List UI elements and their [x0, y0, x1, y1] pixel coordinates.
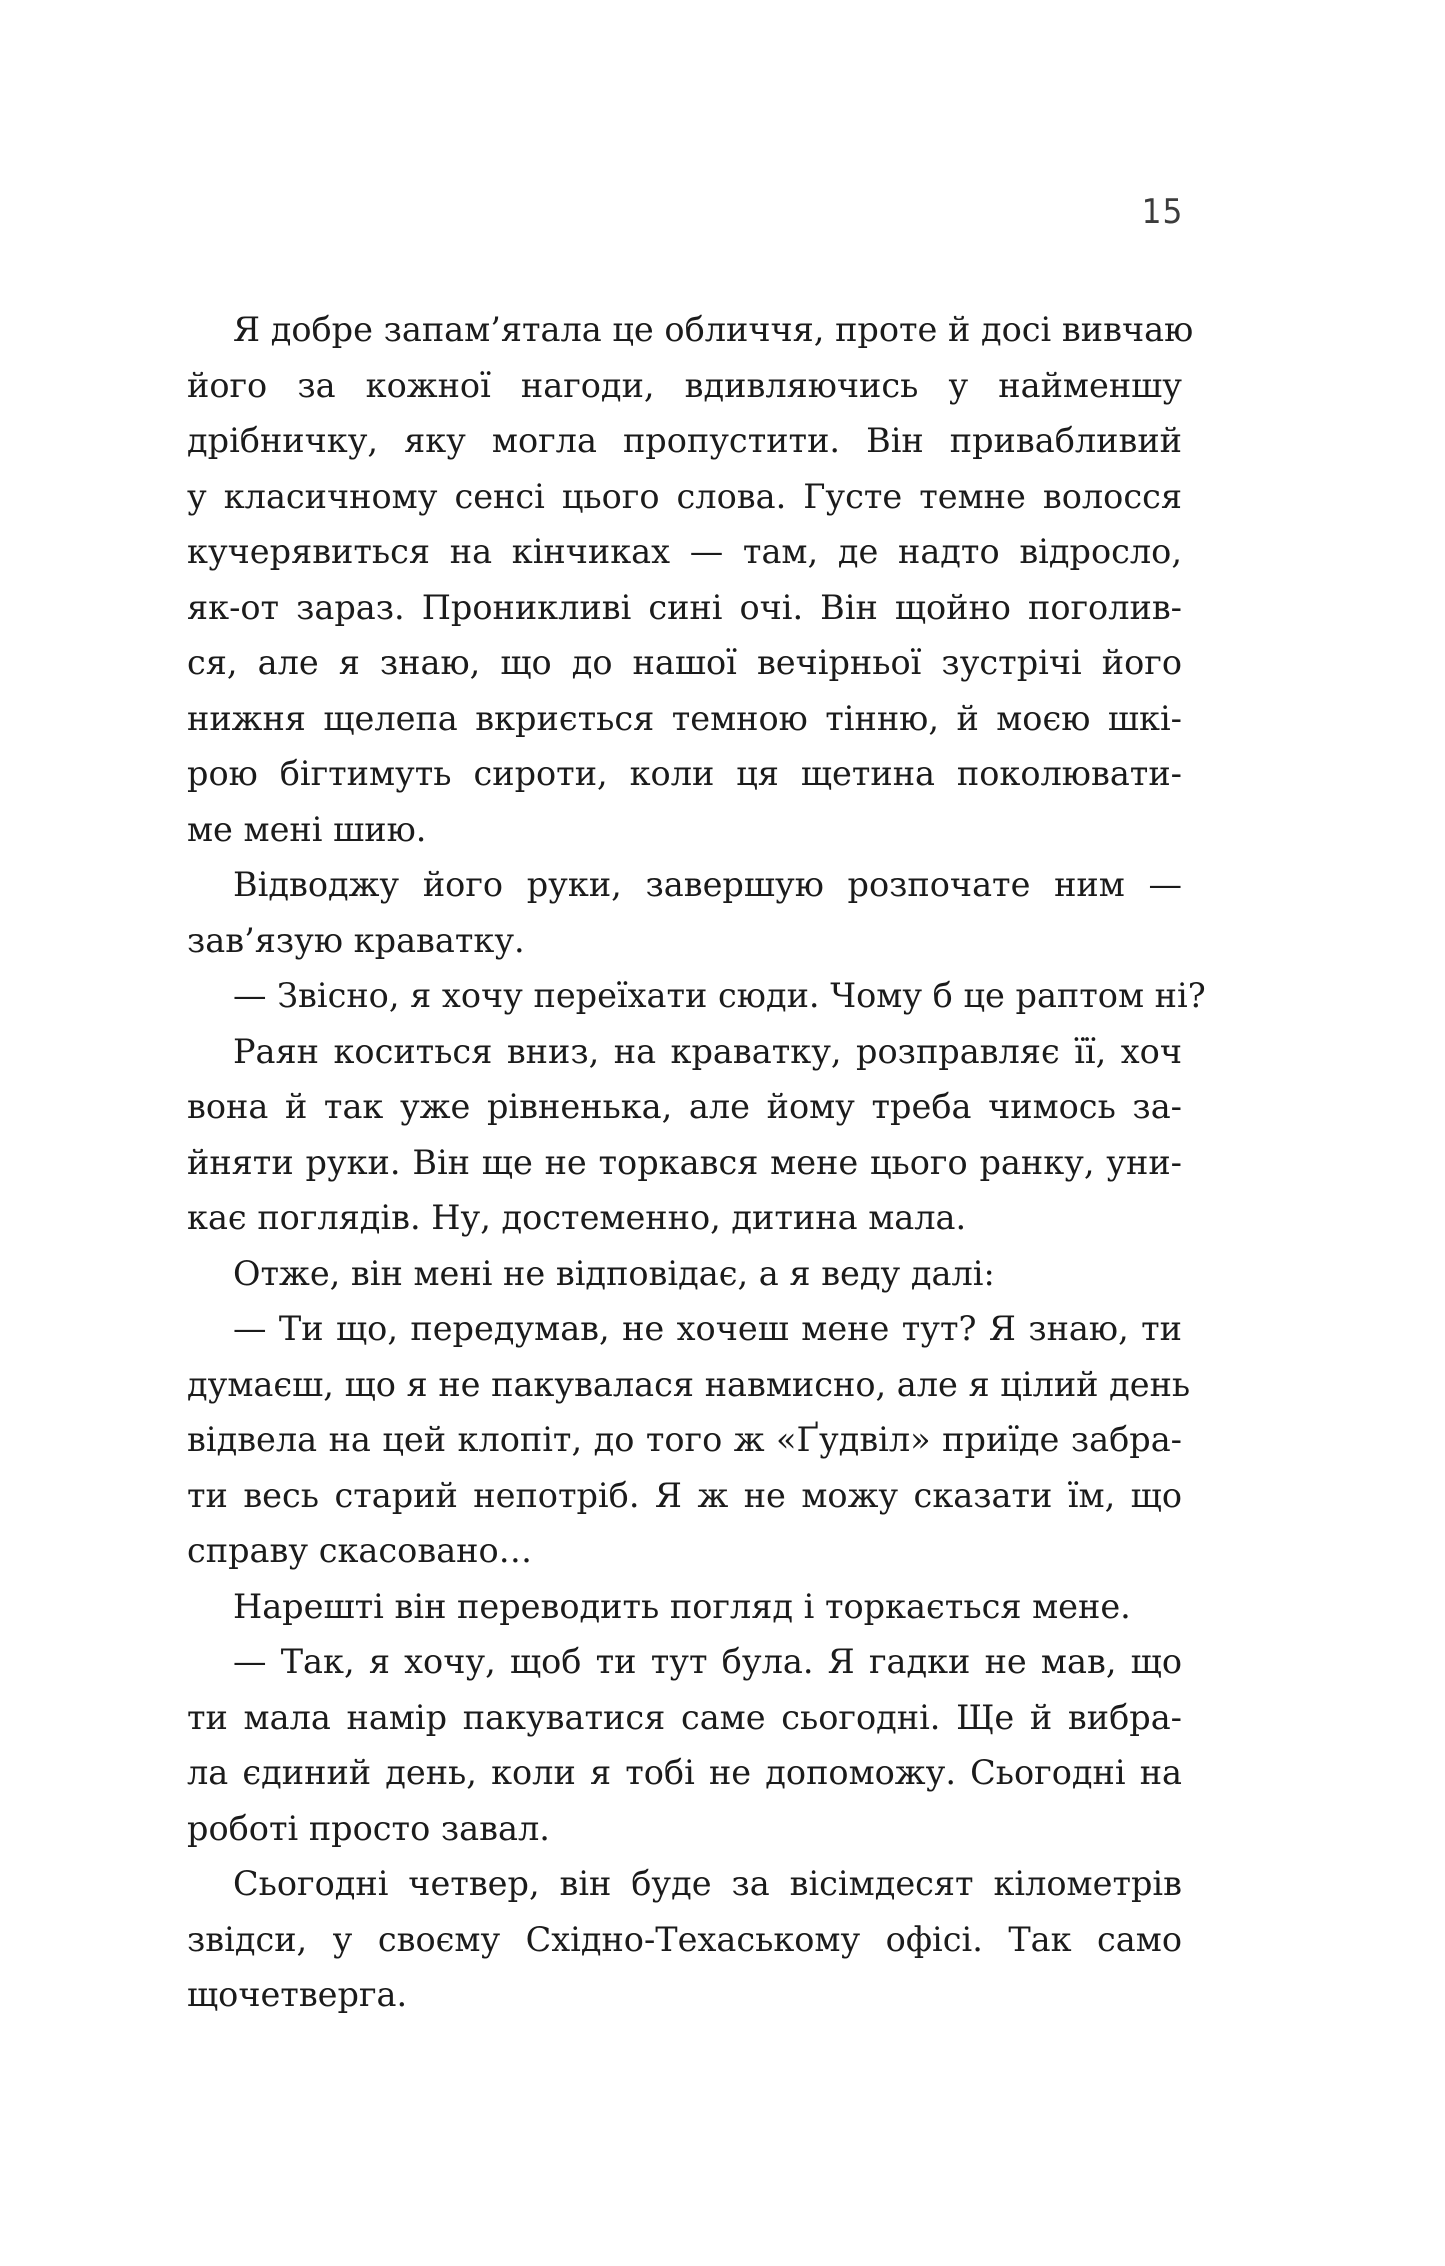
text-line: йняти руки. Він ще не торкався мене цього ранку, уни- [187, 1142, 1182, 1182]
text-line: його за кожної нагоди, вдивляючись у найменшу [187, 365, 1182, 405]
text-line: кає поглядів. Ну, достеменно, дитина мала. [187, 1198, 967, 1237]
text-line: вона й так уже рівненька, але йому треба чимось за- [187, 1087, 1182, 1126]
text-line: справу скасовано… [187, 1531, 533, 1570]
text-line: ме мені шию. [187, 809, 427, 849]
text-line: щочетверга. [187, 1975, 408, 2014]
text-line: ла єдиний день, коли я тобі не допоможу. Сьогодні на [187, 1753, 1182, 1792]
text-line: Раян коситься вниз, на краватку, розправляє її, хоч [233, 1031, 1182, 1071]
text-line: Отже, він мені не відповідає, а я веду далі: [233, 1253, 995, 1293]
text-line: ся, але я знаю, що до нашої вечірньої зустрічі його [187, 643, 1182, 682]
text-line: Сьогодні четвер, він буде за вісімдесят кілометрів [233, 1864, 1182, 1903]
text-line: Відводжу його руки, завершую розпочате ним — [233, 865, 1182, 904]
text-line: відвела на цей клопіт, до того ж «Ґудвіл» приїде забра- [187, 1420, 1182, 1459]
text-line: у класичному сенсі цього слова. Густе темне волосся [187, 476, 1182, 516]
text-line: — Так, я хочу, щоб ти тут була. Я гадки не мав, що [233, 1642, 1182, 1681]
text-line: дрібничку, яку могла пропустити. Він привабливий [187, 421, 1182, 460]
page-number: 15 [1141, 192, 1183, 232]
text-line: як-от зараз. Проникливі сині очі. Він щойно поголив- [187, 587, 1182, 627]
text-line: нижня щелепа вкриється темною тінню, й моєю шкі- [187, 698, 1182, 738]
text-line: Нарешті він переводить погляд і торкається мене. [233, 1586, 1131, 1626]
text-line: звідси, у своєму Східно-Техаському офісі. Так само [187, 1919, 1182, 1959]
text-line: роботі просто завал. [187, 1808, 550, 1848]
text-line: рою бігтимуть сироти, коли ця щетина поколювати- [187, 754, 1182, 793]
text-line: кучерявиться на кінчиках — там, де надто відросло, [187, 532, 1182, 571]
text-line: ти весь старий непотріб. Я ж не можу сказати їм, що [187, 1475, 1182, 1515]
text-line: зав’язую краватку. [187, 920, 525, 960]
text-line: думаєш, що я не пакувалася навмисно, але я цілий день [187, 1364, 1191, 1404]
body-text [187, 302, 1206, 2023]
text-line: Я добре запам’ятала це обличчя, проте й досі вивчаю [233, 310, 1194, 349]
text-line: ти мала намір пакуватися саме сьогодні. Ще й вибра- [187, 1697, 1182, 1737]
text-line: — Звісно, я хочу переїхати сюди. Чому б це раптом ні? [233, 976, 1206, 1015]
text-line: — Ти що, передумав, не хочеш мене тут? Я знаю, ти [233, 1309, 1182, 1348]
